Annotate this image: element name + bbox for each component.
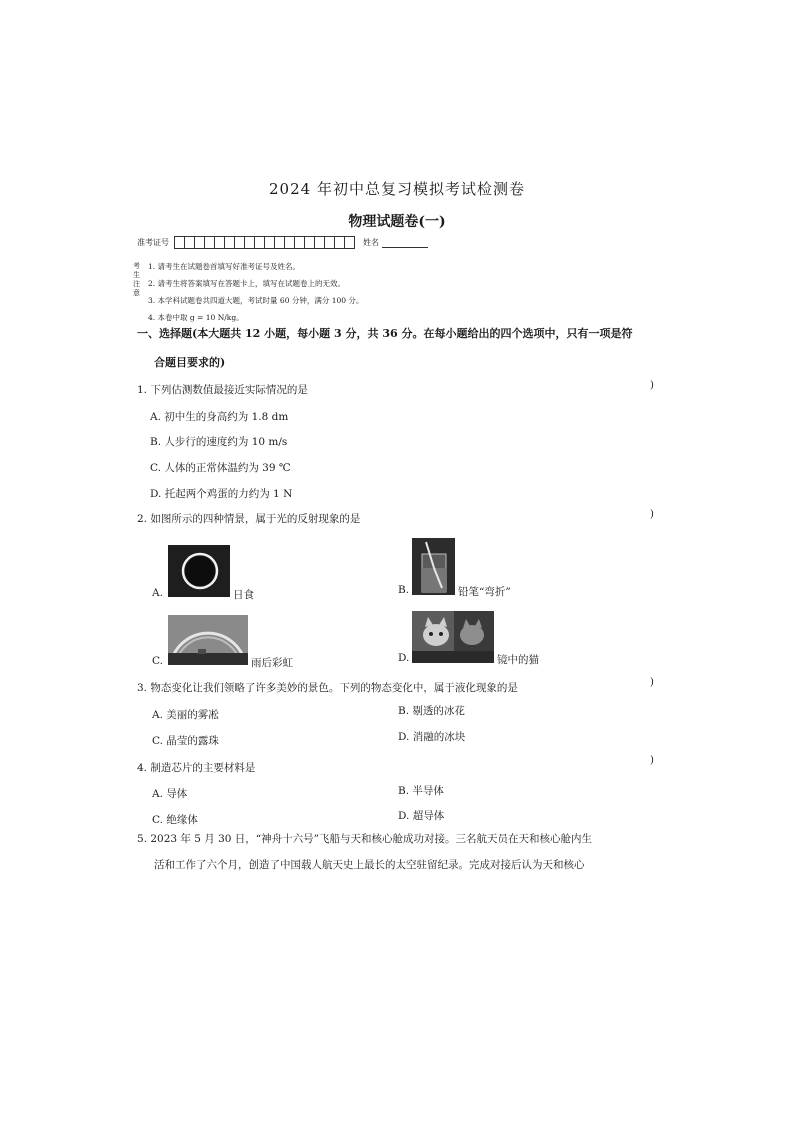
section-heading-cont: 合题目要求的) (154, 356, 226, 369)
question-4-stem: 4. 制造芯片的主要材料是 (137, 762, 256, 774)
question-3-stem: 3. 物态变化让我们领略了许多美妙的景色。下列的物态变化中，属于液化现象的是 (137, 682, 518, 694)
q3-option-c: C. 晶莹的露珠 (152, 735, 219, 747)
candidate-notes (133, 258, 364, 326)
note-item: 4. 本卷中取 g = 10 N/kg。 (148, 313, 244, 322)
q2-option-b-letter: B. (398, 584, 410, 596)
name-field[interactable] (382, 238, 428, 248)
note-item: 2. 请考生将答案填写在答题卡上，填写在试题卷上的无效。 (148, 279, 346, 288)
q2-option-c-letter: C. (152, 655, 163, 667)
q1-option-d: D. 托起两个鸡蛋的力约为 1 N (150, 488, 293, 500)
q1-option-b: B. 人步行的速度约为 10 m/s (150, 436, 288, 448)
candidate-info-row (137, 236, 428, 249)
question-5-stem: 5. 2023 年 5 月 30 日，“神舟十六号”飞船与天和核心舱成功对接。三名航天员在天和核心舱内生 (137, 833, 593, 845)
id-label: 准考证号 (137, 238, 169, 247)
q3-option-b: B. 剔透的冰花 (398, 705, 465, 717)
q2-option-a-label: 日食 (233, 589, 254, 601)
q2-option-c-label: 雨后彩虹 (251, 657, 293, 669)
q3-option-d: D. 消融的冰块 (398, 731, 466, 743)
section-heading: 一、选择题(本大题共 12 小题，每小题 3 分，共 36 分。在每小题给出的四个选项中，只有一项是符 (137, 327, 633, 340)
note-item: 1. 请考生在试题卷首填写好准考证号及姓名。 (148, 262, 301, 271)
q1-option-c: C. 人体的正常体温约为 39 ℃ (150, 462, 291, 474)
q2-option-b-label: 铅笔“弯折” (458, 586, 511, 598)
solar-eclipse-image (168, 545, 230, 597)
rainbow-image (168, 615, 248, 665)
bent-pencil-image (412, 538, 455, 595)
id-number-boxes[interactable] (175, 236, 355, 249)
answer-paren: ) (650, 677, 654, 688)
exam-title: 2024 年初中总复习模拟考试检测卷 (269, 180, 525, 198)
answer-paren: ) (650, 755, 654, 766)
question-2-stem: 2. 如图所示的四种情景，属于光的反射现象的是 (137, 513, 361, 525)
answer-paren: ) (650, 509, 654, 520)
answer-paren: ) (650, 380, 654, 391)
note-item: 3. 本学科试题卷共四道大题，考试时量 60 分钟，满分 100 分。 (148, 296, 364, 305)
q4-option-c: C. 绝缘体 (152, 814, 198, 826)
question-1-stem: 1. 下列估测数值最接近实际情况的是 (137, 384, 308, 396)
q2-option-d-label: 镜中的猫 (497, 654, 539, 666)
q3-option-a: A. 美丽的雾凇 (152, 709, 219, 721)
cat-mirror-image (412, 611, 494, 663)
q4-option-a: A. 导体 (152, 788, 188, 800)
notes-label: 考生注意 (133, 262, 140, 297)
q4-option-d: D. 超导体 (398, 810, 445, 822)
q2-option-d-letter: D. (398, 652, 410, 664)
name-label: 姓名 (363, 238, 379, 247)
question-5-stem-cont: 活和工作了六个月，创造了中国载人航天史上最长的太空驻留纪录。完成对接后认为天和核心 (154, 859, 585, 871)
paper-subtitle: 物理试题卷(一) (348, 214, 446, 230)
q4-option-b: B. 半导体 (398, 785, 444, 797)
q1-option-a: A. 初中生的身高约为 1.8 dm (150, 411, 289, 423)
q2-option-a-letter: A. (152, 587, 163, 599)
